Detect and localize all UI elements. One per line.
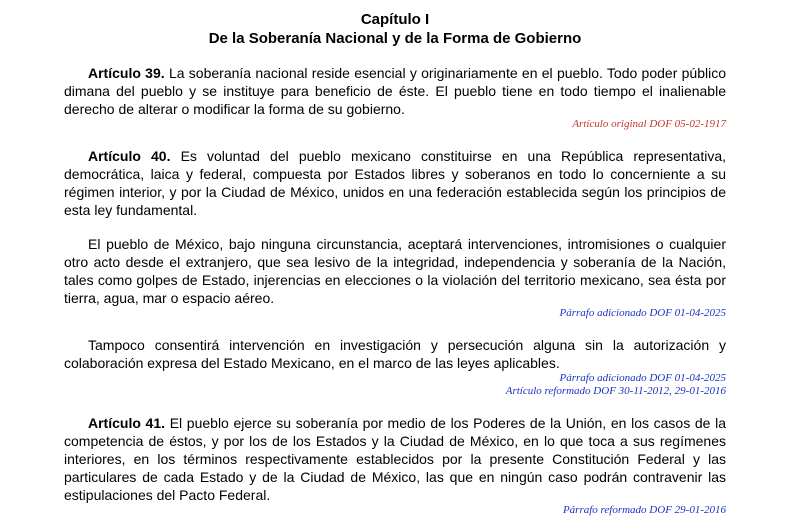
article-40-note-reformed: Artículo reformado DOF 30-11-2012, 29-01-2016 (505, 385, 726, 397)
article-40-paragraph-3: Tampoco consentirá intervención en investigación y persecución alguna sin la autorización y colaboración expresa del Estado Mexicano, en el marco de las leyes aplicables. (64, 337, 726, 371)
article-40-label: Artículo 40. (88, 148, 171, 164)
article-40-note-added-2: Párrafo adicionado DOF 01-04-2025 (559, 372, 726, 384)
article-40-paragraph-1 (64, 147, 726, 219)
article-39-note-original: Artículo original DOF 05-02-1917 (572, 118, 726, 130)
article-40-note-added-1: Párrafo adicionado DOF 01-04-2025 (559, 307, 726, 319)
article-39-text: La soberanía nacional reside esencial y originariamente en el pueblo. Todo poder público dimana del pueblo y se instituye para beneficio de éste. El pueblo tiene en todo tiempo el inalienable derecho de alterar o modificar la forma de su gobierno. (64, 65, 727, 117)
article-41-note-reformed: Párrafo reformado DOF 29-01-2016 (562, 504, 726, 516)
article-41-text: El pueblo ejerce su soberanía por medio de los Poderes de la Unión, en los casos de la competencia de éstos, y por los de los Estados y la Ciudad de México, en lo que toca a sus regímenes interiores, en los términos respectivamente establecidos por la presente Constitución Federal y las particulares de cada Estado y de la Ciudad de México, las que en ningún caso podrán contravenir las estipulaciones del Pacto Federal. (64, 415, 726, 503)
article-39-paragraph-1 (64, 64, 726, 118)
article-39-label: Artículo 39. (88, 65, 165, 81)
chapter-title: De la Soberanía Nacional y de la Forma de Gobierno (208, 30, 582, 47)
document-page (64, 10, 726, 517)
chapter-number: Capítulo I (360, 11, 430, 28)
article-40-text-1: Es voluntad del pueblo mexicano constituirse en una República representativa, democrática, laica y federal, compuesta por Estados libres y soberanos en todo lo concerniente a su régimen interior, y por la Ciudad de México, unidos en una federación establecida según los principios de esta ley fundamental. (64, 148, 726, 218)
article-40-paragraph-2: El pueblo de México, bajo ninguna circunstancia, aceptará intervenciones, intromisiones o cualquier otro acto desde el extranjero, que sea lesivo de la integridad, independencia y soberanía de la Nación, tales como golpes de Estado, injerencias en elecciones o la violación del territorio mexicano, sea ésta por tierra, agua, mar o espacio aéreo. (64, 236, 726, 306)
article-41-paragraph-1 (64, 414, 726, 504)
article-41-label: Artículo 41. (88, 415, 166, 431)
